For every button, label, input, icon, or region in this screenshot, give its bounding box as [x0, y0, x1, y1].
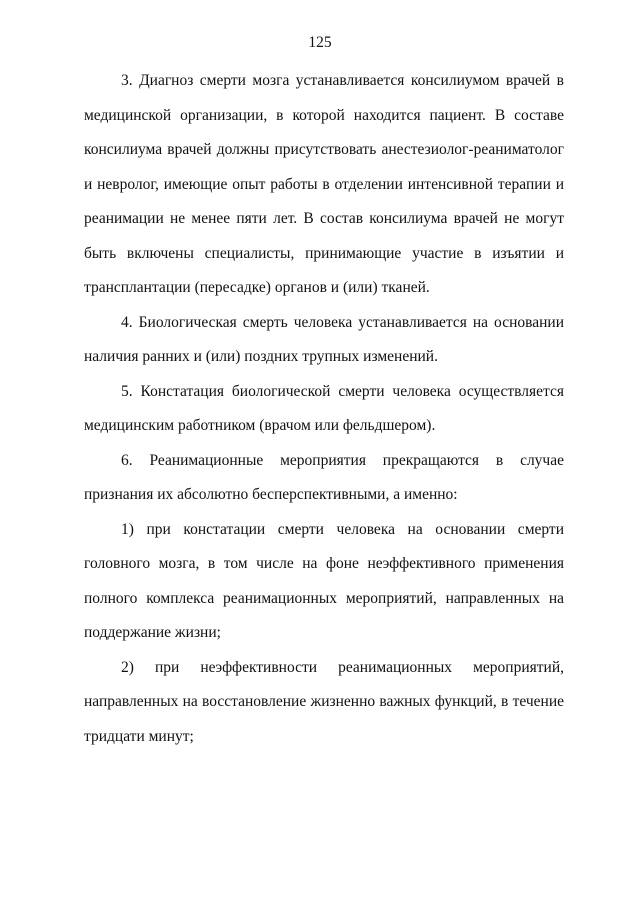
- paragraph-4: 4. Биологическая смерть человека устанавливается на основании наличия ранних и (или) поздних трупных изменений.: [84, 313, 564, 365]
- subitem-2: 2) при неэффективности реанимационных мероприятий, направленных на восстановление жизненно важных функций, в течение тридцати минут;: [84, 658, 564, 745]
- paragraph-5: 5. Констатация биологической смерти человека осуществляется медицинским работником (врачом или фельдшером).: [84, 382, 564, 434]
- paragraph-6: 6. Реанимационные мероприятия прекращаются в случае признания их абсолютно бесперспективными, а именно:: [84, 451, 564, 503]
- document-body: [84, 64, 564, 754]
- paragraph-3: 3. Диагноз смерти мозга устанавливается консилиумом врачей в медицинской организации, в которой находится пациент. В составе консилиума врачей должны присутствовать анестезиолог-реаниматолог и невролог, имеющие опыт работы в отделении интенсивной терапии и реанимации не менее пяти лет. В состав консилиума врачей не могут быть включены специалисты, принимающие участие в изъятии и трансплантации (пересадке) органов и (или) тканей.: [84, 72, 564, 296]
- subitem-1: 1) при констатации смерти человека на основании смерти головного мозга, в том числе на фоне неэффективного применения полного комплекса реанимационных мероприятий, направленных на поддержание жизни;: [84, 520, 564, 641]
- page-number: 125: [308, 34, 332, 51]
